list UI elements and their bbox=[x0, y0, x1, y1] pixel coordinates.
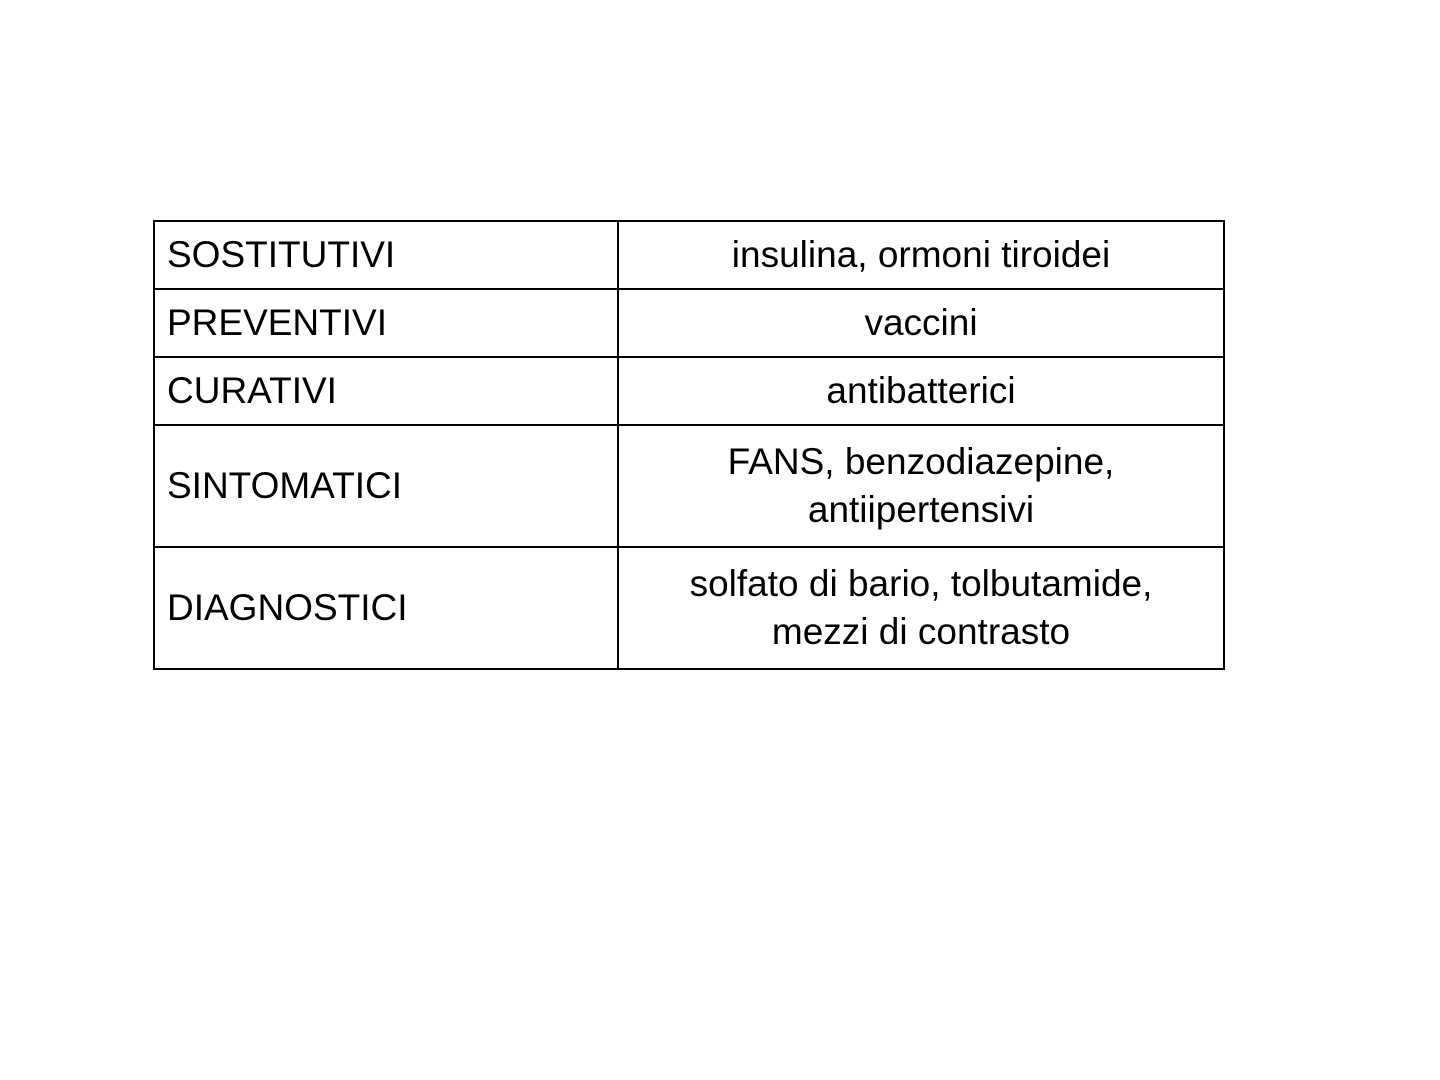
examples-cell bbox=[618, 221, 1224, 289]
category-cell: CURATIVI bbox=[154, 357, 618, 425]
category-cell: SOSTITUTIVI bbox=[154, 221, 618, 289]
examples-cell bbox=[618, 357, 1224, 425]
table-row bbox=[154, 425, 1224, 547]
examples-cell bbox=[618, 425, 1224, 547]
examples-line: antiipertensivi bbox=[807, 489, 1035, 530]
examples-line: solfato di bario, tolbutamide, bbox=[689, 563, 1153, 604]
table-row bbox=[154, 221, 1224, 289]
examples-cell bbox=[618, 289, 1224, 357]
category-cell: DIAGNOSTICI bbox=[154, 547, 618, 669]
examples-line: vaccini bbox=[864, 302, 978, 343]
examples-cell bbox=[618, 547, 1224, 669]
drug-classification-table bbox=[153, 220, 1225, 670]
category-cell: PREVENTIVI bbox=[154, 289, 618, 357]
table-row bbox=[154, 547, 1224, 669]
examples-line: insulina, ormoni tiroidei bbox=[731, 234, 1111, 275]
examples-line: FANS, benzodiazepine, bbox=[727, 441, 1115, 482]
category-cell: SINTOMATICI bbox=[154, 425, 618, 547]
examples-line: antibatterici bbox=[826, 370, 1016, 411]
table-row bbox=[154, 289, 1224, 357]
examples-line: mezzi di contrasto bbox=[771, 611, 1071, 652]
table-row bbox=[154, 357, 1224, 425]
